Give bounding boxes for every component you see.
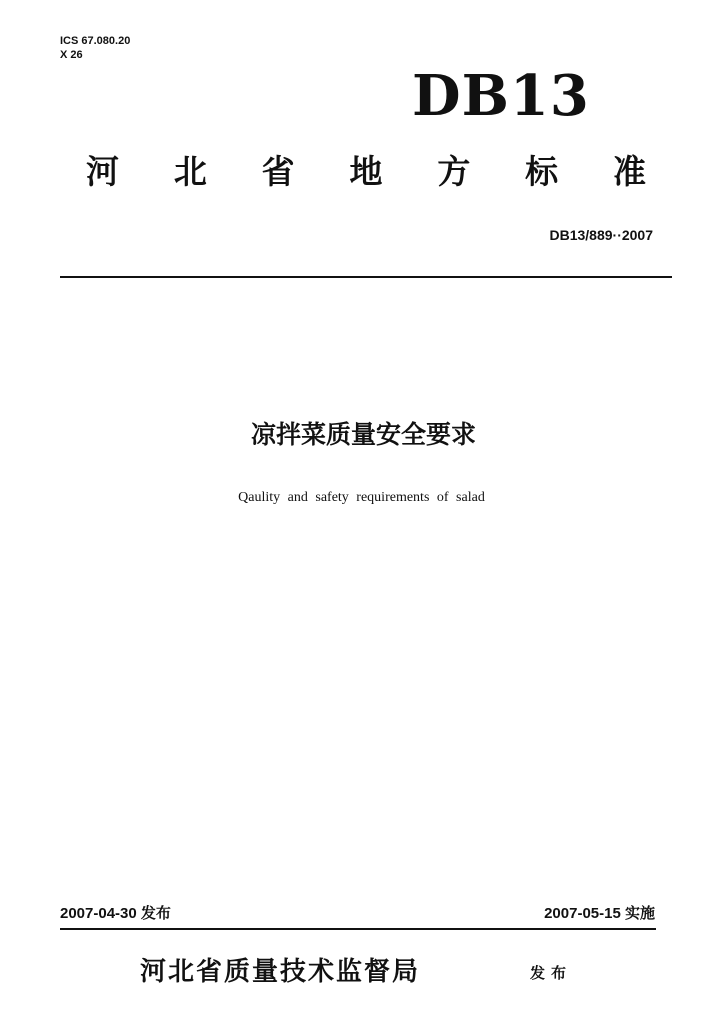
ccs-code: X 26	[60, 49, 83, 61]
issuer-action: 发布	[530, 964, 573, 982]
standard-type-char: 省	[261, 152, 295, 191]
standard-type-char: 河	[86, 152, 119, 191]
issuer-name: 河北省质量技术监督局	[140, 957, 421, 987]
standard-type-char: 北	[173, 152, 207, 191]
standard-type-char: 标	[525, 152, 559, 191]
implement-date: 2007-05-15 实施	[544, 905, 655, 922]
standard-type-char: 地	[349, 152, 383, 191]
ics-code: ICS 67.080.20	[60, 35, 131, 47]
footer-divider	[60, 928, 656, 930]
document-title-english: Qaulity and safety requirements of salad	[238, 490, 485, 505]
standard-code: DB13	[412, 63, 590, 129]
classification-codes	[60, 34, 130, 62]
standard-type-char: 准	[612, 152, 646, 191]
standard-type-char: 方	[437, 152, 471, 191]
standard-type	[86, 150, 646, 194]
standard-number: DB13/889··2007	[549, 227, 653, 243]
document-title-chinese: 凉拌菜质量安全要求	[250, 420, 476, 449]
issue-date: 2007-04-30 发布	[60, 905, 171, 922]
header-divider	[60, 276, 672, 278]
